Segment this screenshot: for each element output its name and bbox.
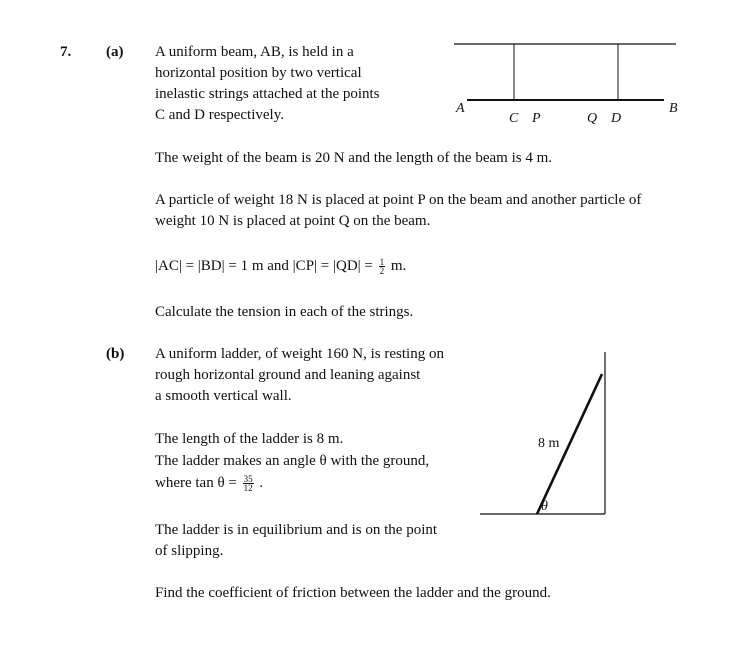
part-b-intro-line-3: a smooth vertical wall. [155, 388, 292, 404]
label-d: D [611, 111, 622, 126]
half-numerator: 1 [379, 257, 385, 268]
part-a-weight-sentence: The weight of the beam is 20 N and the length of the beam is 4 m. [155, 150, 552, 166]
question-number: 7. [60, 44, 72, 60]
part-a-instruction: Calculate the tension in each of the strings. [155, 304, 414, 320]
half-denominator: 2 [379, 266, 385, 277]
part-b-instruction: Find the coefficient of friction between the ladder and the ground. [155, 585, 551, 601]
distances-lead: |AC| = |BD| = 1 m and |CP| = |QD| = [155, 258, 373, 274]
part-b-angle-line: The ladder makes an angle θ with the ground, [155, 453, 430, 469]
part-b-equilibrium-line-2: of slipping. [155, 543, 224, 559]
part-a-intro-line-4: C and D respectively. [155, 107, 284, 123]
label-c: C [509, 111, 519, 126]
part-b-tan-line [155, 473, 263, 494]
ladder-diagram [474, 346, 614, 522]
tan-lead: where tan θ = [155, 475, 237, 491]
part-a-intro-line-1: A uniform beam, AB, is held in a [155, 44, 354, 60]
part-a-particle-line-2: weight 10 N is placed at point Q on the beam. [155, 213, 431, 229]
beam-diagram [450, 36, 690, 132]
label-a: A [456, 101, 465, 116]
tan-fraction [243, 475, 254, 492]
label-q: Q [587, 111, 598, 126]
part-a-particle-line-1: A particle of weight 18 N is placed at point P on the beam and another particle of [155, 192, 642, 208]
tan-end: . [259, 475, 264, 491]
label-b: B [669, 101, 678, 116]
part-b-intro-line-1: A uniform ladder, of weight 160 N, is resting on [155, 346, 444, 362]
part-b-label: (b) [106, 346, 125, 362]
distances-unit: m. [390, 258, 407, 274]
part-a-label: (a) [106, 44, 124, 60]
label-p: P [532, 111, 541, 126]
ladder-length-label: 8 m [538, 436, 560, 451]
part-a-intro-line-2: horizontal position by two vertical [155, 65, 362, 81]
part-b-length-line: The length of the ladder is 8 m. [155, 431, 344, 447]
tan-numerator: 35 [243, 474, 253, 485]
part-b-intro-line-2: rough horizontal ground and leaning against [155, 367, 421, 383]
tan-denominator: 12 [243, 483, 253, 494]
half-fraction [379, 258, 386, 275]
angle-theta-label: θ [541, 499, 548, 514]
part-a-intro-line-3: inelastic strings attached at the points [155, 86, 380, 102]
part-a-distances [155, 256, 406, 277]
part-b-equilibrium-line-1: The ladder is in equilibrium and is on the point [155, 522, 438, 538]
